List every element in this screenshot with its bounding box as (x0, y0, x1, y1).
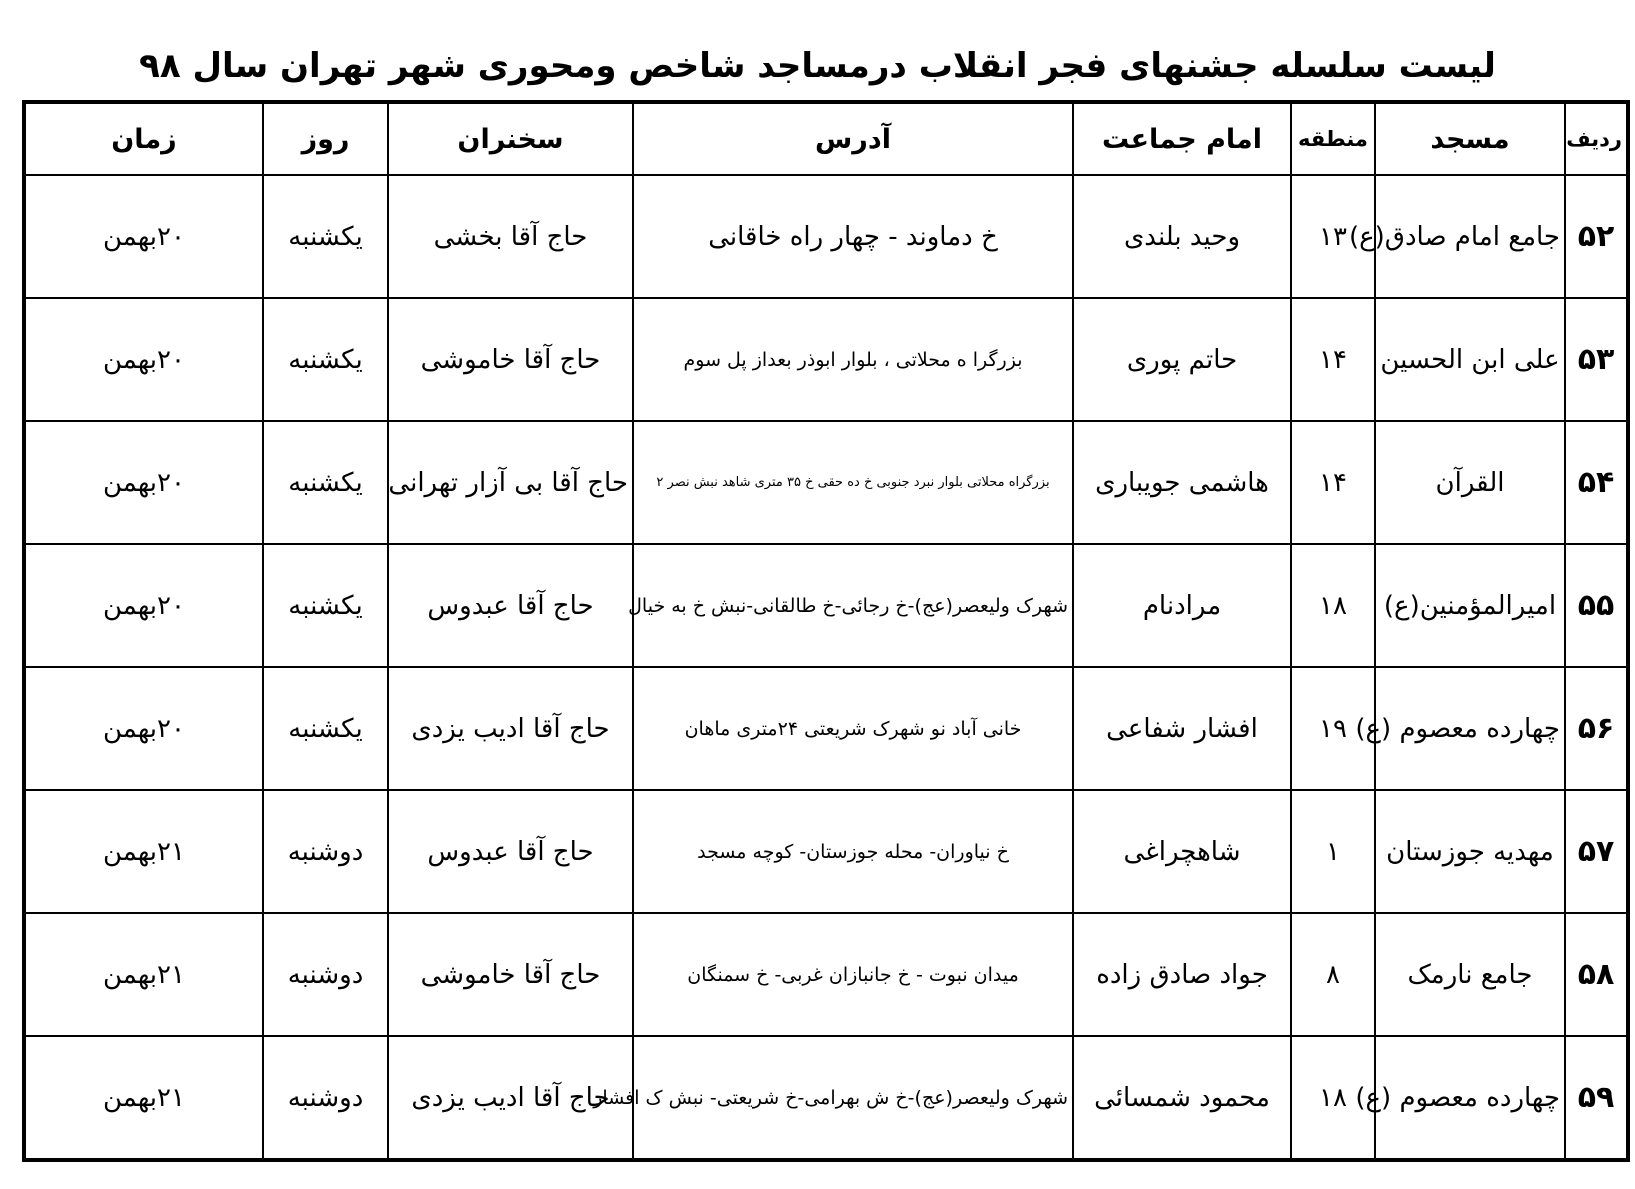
day: دوشنبه (263, 913, 388, 1036)
row-number: ۵۲ (1565, 175, 1627, 298)
day: یکشنبه (263, 667, 388, 790)
table-row (25, 1036, 1627, 1159)
address: بزرگرا ه محلاتی ، بلوار ابوذر بعداز پل سوم (633, 298, 1073, 421)
mosque-name: امیرالمؤمنین(ع) (1375, 544, 1565, 667)
speaker: حاج آقا بخشی (388, 175, 633, 298)
address: خ نیاوران- محله جوزستان- کوچه مسجد (633, 790, 1073, 913)
mosque-name: علی ابن الحسین (1375, 298, 1565, 421)
header-row-number: ردیف (1565, 103, 1627, 175)
region: ۸ (1291, 913, 1375, 1036)
region: ۱۹ (1291, 667, 1375, 790)
time: ۲۰بهمن (25, 544, 263, 667)
day: دوشنبه (263, 1036, 388, 1159)
table-row (25, 544, 1627, 667)
speaker: حاج آقا بی آزار تهرانی (388, 421, 633, 544)
speaker: حاج آقا عبدوس (388, 790, 633, 913)
day: یکشنبه (263, 175, 388, 298)
header-address: آدرس (633, 103, 1073, 175)
address: خ دماوند - چهار راه خاقانی (633, 175, 1073, 298)
table-row (25, 790, 1627, 913)
table-header (25, 103, 1627, 175)
region: ۱۴ (1291, 298, 1375, 421)
imam-name: وحید بلندی (1073, 175, 1291, 298)
imam-name: افشار شفاعی (1073, 667, 1291, 790)
header-row (25, 103, 1627, 175)
time: ۲۰بهمن (25, 421, 263, 544)
address: شهرک ولیعصر(عج)-خ ش بهرامی-خ شریعتی- نبش ک افشار (633, 1036, 1073, 1159)
time: ۲۱بهمن (25, 1036, 263, 1159)
time: ۲۰بهمن (25, 175, 263, 298)
time: ۲۱بهمن (25, 790, 263, 913)
address: خانی آباد نو شهرک شریعتی ۲۴متری ماهان (633, 667, 1073, 790)
time: ۲۰بهمن (25, 667, 263, 790)
day: یکشنبه (263, 421, 388, 544)
header-mosque: مسجد (1375, 103, 1565, 175)
row-number: ۵۳ (1565, 298, 1627, 421)
region: ۱۸ (1291, 1036, 1375, 1159)
time: ۲۰بهمن (25, 298, 263, 421)
table-row (25, 913, 1627, 1036)
header-time: زمان (25, 103, 263, 175)
row-number: ۵۸ (1565, 913, 1627, 1036)
mosque-name: چهارده معصوم (ع) (1375, 1036, 1565, 1159)
imam-name: حاتم پوری (1073, 298, 1291, 421)
table-row (25, 667, 1627, 790)
mosque-name: القرآن (1375, 421, 1565, 544)
schedule-table (24, 102, 1628, 1160)
region: ۱۴ (1291, 421, 1375, 544)
table-row (25, 298, 1627, 421)
row-number: ۵۴ (1565, 421, 1627, 544)
region: ۱۳ (1291, 175, 1375, 298)
table-row (25, 421, 1627, 544)
imam-name: شاهچراغی (1073, 790, 1291, 913)
mosque-name: چهارده معصوم (ع) (1375, 667, 1565, 790)
row-number: ۵۷ (1565, 790, 1627, 913)
address: شهرک ولیعصر(عج)-خ رجائی-خ طالقانی-نبش خ به خیال (633, 544, 1073, 667)
row-number: ۵۹ (1565, 1036, 1627, 1159)
table-row (25, 175, 1627, 298)
row-number: ۵۶ (1565, 667, 1627, 790)
header-imam: امام جماعت (1073, 103, 1291, 175)
speaker: حاج آقا ادیب یزدی (388, 667, 633, 790)
header-day: روز (263, 103, 388, 175)
header-region: منطقه (1291, 103, 1375, 175)
address: بزرگراه محلاتی بلوار نبرد جنوبی خ ده حقی خ ۳۵ متری شاهد نبش نصر ۲ (633, 421, 1073, 544)
mosque-name: جامع نارمک (1375, 913, 1565, 1036)
mosque-name: مهدیه جوزستان (1375, 790, 1565, 913)
time: ۲۱بهمن (25, 913, 263, 1036)
table-body (25, 175, 1627, 1159)
day: یکشنبه (263, 544, 388, 667)
page-title: لیست سلسله جشنهای فجر انقلاب درمساجد شاخص ومحوری شهر تهران سال ۹۸ (139, 46, 1496, 86)
mosque-name: جامع امام صادق(ع) (1375, 175, 1565, 298)
speaker: حاج آقا عبدوس (388, 544, 633, 667)
imam-name: محمود شمسائی (1073, 1036, 1291, 1159)
speaker: حاج آقا ادیب یزدی (388, 1036, 633, 1159)
day: دوشنبه (263, 790, 388, 913)
region: ۱۸ (1291, 544, 1375, 667)
header-speakers: سخنران (388, 103, 633, 175)
speaker: حاج آقا خاموشی (388, 913, 633, 1036)
speaker: حاج آقا خاموشی (388, 298, 633, 421)
region: ۱ (1291, 790, 1375, 913)
row-number: ۵۵ (1565, 544, 1627, 667)
imam-name: هاشمی جویباری (1073, 421, 1291, 544)
day: یکشنبه (263, 298, 388, 421)
address: میدان نبوت - خ جانبازان غربی- خ سمنگان (633, 913, 1073, 1036)
imam-name: مرادنام (1073, 544, 1291, 667)
imam-name: جواد صادق زاده (1073, 913, 1291, 1036)
